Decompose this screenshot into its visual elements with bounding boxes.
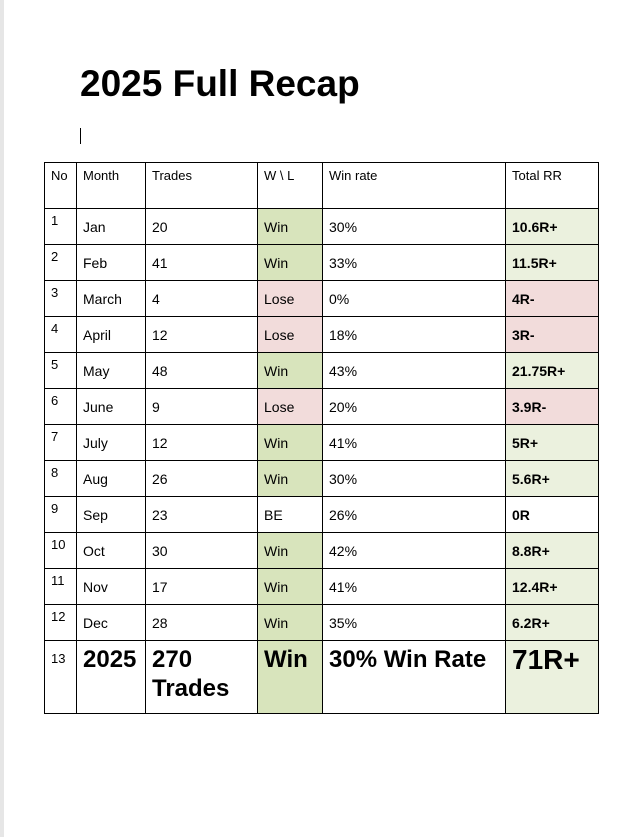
cell-winrate: 0% bbox=[323, 281, 506, 317]
cell-wl: BE bbox=[258, 497, 323, 533]
cell-wl: Win bbox=[258, 569, 323, 605]
cell-trades: 41 bbox=[146, 245, 258, 281]
text-cursor bbox=[80, 128, 81, 144]
cell-totalrr: 21.75R+ bbox=[506, 353, 599, 389]
cell-month: July bbox=[77, 425, 146, 461]
total-winrate: 30% Win Rate bbox=[323, 641, 506, 714]
total-wl: Win bbox=[258, 641, 323, 714]
cell-winrate: 35% bbox=[323, 605, 506, 641]
table-row bbox=[45, 281, 599, 317]
table-row bbox=[45, 389, 599, 425]
cell-no: 2 bbox=[45, 245, 77, 281]
cell-no: 8 bbox=[45, 461, 77, 497]
cell-no: 1 bbox=[45, 209, 77, 245]
table-row bbox=[45, 317, 599, 353]
table-body bbox=[45, 209, 599, 641]
cell-month: Feb bbox=[77, 245, 146, 281]
cell-trades: 12 bbox=[146, 317, 258, 353]
cell-month: Jan bbox=[77, 209, 146, 245]
cell-winrate: 33% bbox=[323, 245, 506, 281]
table-row bbox=[45, 353, 599, 389]
cell-wl: Win bbox=[258, 533, 323, 569]
cell-month: March bbox=[77, 281, 146, 317]
cell-no: 6 bbox=[45, 389, 77, 425]
cell-no: 5 bbox=[45, 353, 77, 389]
recap-table bbox=[44, 162, 599, 714]
cell-winrate: 30% bbox=[323, 461, 506, 497]
cell-winrate: 30% bbox=[323, 209, 506, 245]
cell-wl: Win bbox=[258, 353, 323, 389]
table-row bbox=[45, 209, 599, 245]
cell-month: June bbox=[77, 389, 146, 425]
cell-totalrr: 5.6R+ bbox=[506, 461, 599, 497]
cell-wl: Win bbox=[258, 245, 323, 281]
cell-trades: 28 bbox=[146, 605, 258, 641]
header-no: No bbox=[45, 163, 77, 209]
cell-winrate: 18% bbox=[323, 317, 506, 353]
cell-trades: 26 bbox=[146, 461, 258, 497]
cell-winrate: 26% bbox=[323, 497, 506, 533]
total-row bbox=[45, 641, 599, 714]
header-wl: W \ L bbox=[258, 163, 323, 209]
cell-winrate: 42% bbox=[323, 533, 506, 569]
header-winrate: Win rate bbox=[323, 163, 506, 209]
page-left-edge bbox=[0, 0, 4, 837]
cell-winrate: 43% bbox=[323, 353, 506, 389]
cell-wl: Win bbox=[258, 605, 323, 641]
cell-trades: 20 bbox=[146, 209, 258, 245]
cell-totalrr: 4R- bbox=[506, 281, 599, 317]
cell-no: 10 bbox=[45, 533, 77, 569]
table-row bbox=[45, 605, 599, 641]
cell-wl: Lose bbox=[258, 389, 323, 425]
table-row bbox=[45, 461, 599, 497]
total-no: 13 bbox=[45, 641, 77, 714]
cell-totalrr: 11.5R+ bbox=[506, 245, 599, 281]
cell-trades: 23 bbox=[146, 497, 258, 533]
cell-no: 7 bbox=[45, 425, 77, 461]
cell-totalrr: 10.6R+ bbox=[506, 209, 599, 245]
cell-totalrr: 3.9R- bbox=[506, 389, 599, 425]
cell-no: 9 bbox=[45, 497, 77, 533]
cell-month: April bbox=[77, 317, 146, 353]
table-row bbox=[45, 533, 599, 569]
table-row bbox=[45, 425, 599, 461]
cell-no: 4 bbox=[45, 317, 77, 353]
cell-wl: Win bbox=[258, 209, 323, 245]
cell-month: Dec bbox=[77, 605, 146, 641]
page-title: 2025 Full Recap bbox=[80, 63, 360, 104]
cell-winrate: 20% bbox=[323, 389, 506, 425]
header-trades: Trades bbox=[146, 163, 258, 209]
cell-trades: 12 bbox=[146, 425, 258, 461]
cell-totalrr: 0R bbox=[506, 497, 599, 533]
cell-trades: 30 bbox=[146, 533, 258, 569]
cell-winrate: 41% bbox=[323, 425, 506, 461]
header-month: Month bbox=[77, 163, 146, 209]
cell-trades: 9 bbox=[146, 389, 258, 425]
cell-wl: Win bbox=[258, 461, 323, 497]
cell-totalrr: 8.8R+ bbox=[506, 533, 599, 569]
cell-month: Nov bbox=[77, 569, 146, 605]
cell-wl: Win bbox=[258, 425, 323, 461]
cell-wl: Lose bbox=[258, 317, 323, 353]
cell-trades: 48 bbox=[146, 353, 258, 389]
cell-totalrr: 12.4R+ bbox=[506, 569, 599, 605]
header-totalrr: Total RR bbox=[506, 163, 599, 209]
cell-no: 12 bbox=[45, 605, 77, 641]
cell-totalrr: 6.2R+ bbox=[506, 605, 599, 641]
table-row bbox=[45, 497, 599, 533]
cell-month: Oct bbox=[77, 533, 146, 569]
table-header-row bbox=[45, 163, 599, 209]
total-month: 2025 bbox=[77, 641, 146, 714]
table-row bbox=[45, 569, 599, 605]
cell-month: May bbox=[77, 353, 146, 389]
cell-month: Aug bbox=[77, 461, 146, 497]
cell-no: 3 bbox=[45, 281, 77, 317]
cell-totalrr: 5R+ bbox=[506, 425, 599, 461]
cell-trades: 17 bbox=[146, 569, 258, 605]
cell-totalrr: 3R- bbox=[506, 317, 599, 353]
cell-month: Sep bbox=[77, 497, 146, 533]
cell-no: 11 bbox=[45, 569, 77, 605]
total-trades: 270 Trades bbox=[146, 641, 258, 714]
cell-wl: Lose bbox=[258, 281, 323, 317]
total-rr: 71R+ bbox=[506, 641, 599, 714]
cell-trades: 4 bbox=[146, 281, 258, 317]
cell-winrate: 41% bbox=[323, 569, 506, 605]
table-row bbox=[45, 245, 599, 281]
